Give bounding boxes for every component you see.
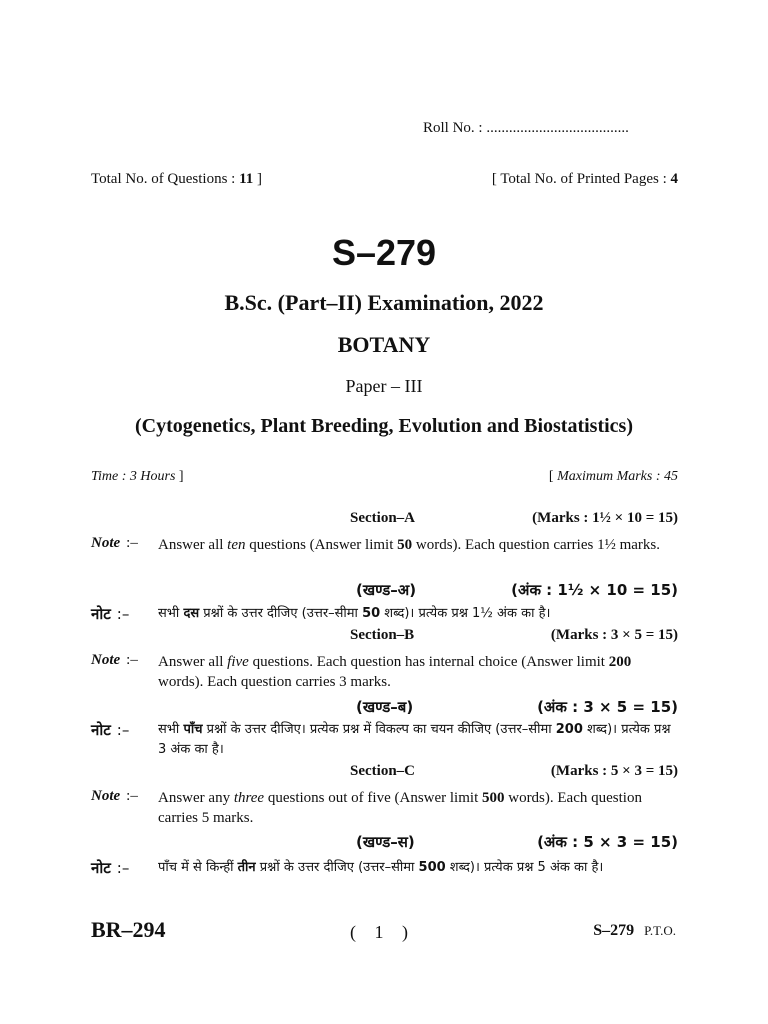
section-b-note-label: Note :–: [91, 652, 138, 668]
section-a-heading: Section–A: [350, 510, 415, 526]
section-a-note: Answer all ten questions (Answer limit 50 words). Each question carries 1½ marks.: [158, 537, 660, 553]
section-a-note-label: Note :–: [91, 535, 138, 551]
roll-number-dots: ......................................: [486, 120, 629, 136]
paper-number: Paper – III: [345, 376, 423, 396]
paper-code: S–279: [331, 232, 437, 273]
section-c-marks: (Marks : 5 × 3 = 15): [550, 763, 678, 779]
section-b-note: Answer all five questions. Each question has internal choice (Answer limit 200 words). Each question carries 3 marks.: [158, 654, 632, 690]
time-allowed: Time : 3 Hours ]: [91, 469, 184, 484]
footer-right-code: S–279: [593, 922, 635, 939]
pto-label: P.T.O.: [644, 923, 676, 938]
exam-title: B.Sc. (Part–II) Examination, 2022: [224, 290, 544, 315]
roll-number-label: Roll No. :: [423, 120, 483, 136]
section-c-hindi-note-label: नोट :–: [91, 859, 130, 877]
page-number: ( 1 ): [350, 922, 408, 942]
section-c-hindi-note: पाँच में से किन्हीं तीन प्रश्नों के उत्तर दीजिए (उत्तर–सीमा 500 शब्द)। प्रत्येक प्रश्न 5 अंक का है।: [158, 860, 604, 875]
footer-left-code: BR–294: [91, 917, 166, 942]
section-b-hindi-note: सभी पाँच प्रश्नों के उत्तर दीजिए। प्रत्येक प्रश्न में विकल्प का चयन कीजिए (उत्तर–सीमा 200 शब्द)। प्रत्येक प्रश्न 3 अंक का है।: [158, 722, 671, 757]
roll-number-line: [423, 120, 629, 137]
section-b-hindi-heading: (खण्ड–ब): [356, 698, 414, 716]
printed-pages-value: 4: [670, 171, 678, 187]
subject-title: BOTANY: [337, 332, 431, 357]
section-a-marks: (Marks : 1½ × 10 = 15): [532, 510, 678, 526]
section-a-hindi-marks: (अंक : 1½ × 10 = 15): [511, 581, 678, 599]
section-c-hindi-heading: (खण्ड–स): [356, 833, 415, 851]
total-questions: Total No. of Questions : 11 ]: [91, 171, 263, 187]
section-a-hindi-note-label: नोट :–: [91, 605, 130, 623]
maximum-marks: [ Maximum Marks : 45: [548, 469, 678, 484]
section-a-hindi-heading: (खण्ड–अ): [356, 581, 417, 599]
section-b-heading: Section–B: [350, 627, 415, 643]
footer-right: [593, 922, 676, 940]
section-c-hindi-marks: (अंक : 5 × 3 = 15): [537, 833, 678, 851]
paper-topics: (Cytogenetics, Plant Breeding, Evolution and Biostatistics): [135, 415, 633, 437]
section-c-note: Answer any three questions out of five (Answer limit 500 words). Each question carries 5 marks.: [158, 790, 642, 826]
total-questions-value: 11: [239, 171, 254, 187]
section-b-hindi-marks: (अंक : 3 × 5 = 15): [537, 698, 678, 716]
printed-pages: [ Total No. of Printed Pages : 4: [491, 171, 678, 187]
section-b-hindi-note-label: नोट :–: [91, 721, 130, 739]
section-c-note-label: Note :–: [91, 788, 138, 804]
section-b-marks: (Marks : 3 × 5 = 15): [550, 627, 678, 643]
section-c-heading: Section–C: [350, 763, 415, 779]
section-a-hindi-note: सभी दस प्रश्नों के उत्तर दीजिए (उत्तर–सीमा 50 शब्द)। प्रत्येक प्रश्न 1½ अंक का है।: [158, 606, 551, 621]
